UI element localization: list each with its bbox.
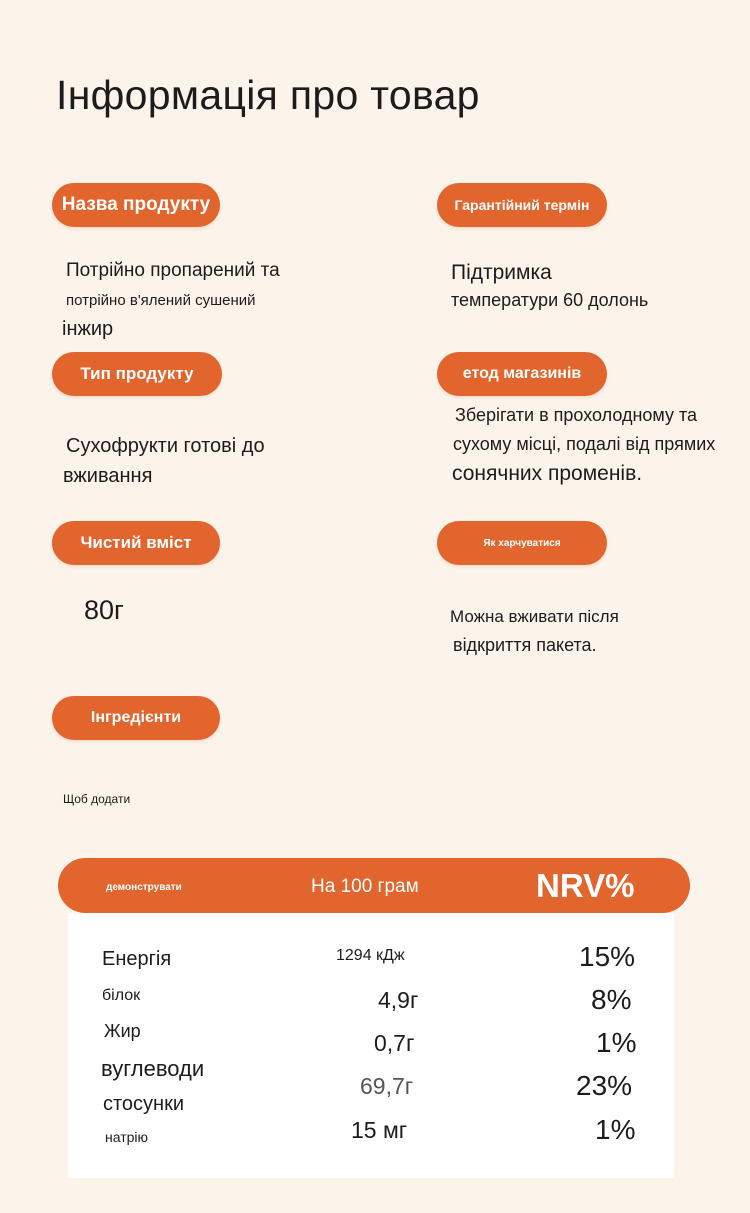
- nutrient-amount: 15 мг: [351, 1117, 408, 1143]
- product-name-line-1: Потрійно пропарений та: [66, 260, 280, 281]
- how-to-eat-line-1: Можна вживати після: [450, 607, 619, 626]
- how-to-eat-label: Як харчуватися: [437, 521, 607, 565]
- shelf-life-line-2: температури 60 долонь: [451, 290, 649, 310]
- nutrient-nrv: 1%: [595, 1114, 636, 1145]
- nutrient-name: натрію: [105, 1129, 149, 1145]
- page-title: Інформація про товар: [56, 72, 480, 118]
- nutrition-header-col1: демонструвати: [106, 882, 182, 893]
- nutrient-nrv: 23%: [576, 1070, 633, 1101]
- nutrition-table-header: [58, 858, 690, 913]
- nutrient-amount: 4,9г: [378, 987, 419, 1013]
- nutrient-amount: 1294 кДж: [336, 947, 405, 964]
- nutrient-amount: 0,7г: [374, 1030, 415, 1056]
- nutrient-name: Жир: [104, 1021, 141, 1041]
- how-to-eat-line-2: відкриття пакета.: [453, 635, 597, 655]
- product-type-label: Тип продукту: [52, 352, 222, 396]
- nutrient-name: вуглеводи: [101, 1056, 205, 1081]
- net-content-value: 80г: [84, 595, 124, 625]
- product-name-label: Назва продукту: [52, 183, 220, 227]
- shelf-life-line-1: Підтримка: [451, 261, 552, 284]
- nutrient-name: стосунки: [103, 1093, 185, 1115]
- net-content-label: Чистий вміст: [52, 521, 220, 565]
- nutrition-table-body: [68, 913, 674, 1178]
- nutrition-header-col2: На 100 грам: [311, 876, 419, 897]
- storage-method-line-1: Зберігати в прохолодному та: [455, 405, 698, 425]
- product-name-line-2: потрійно в'ялений сушений: [66, 292, 256, 309]
- storage-method-line-3: сонячних променів.: [452, 462, 643, 485]
- nutrient-nrv: 8%: [591, 984, 632, 1015]
- nutrient-nrv: 15%: [579, 941, 636, 972]
- nutrition-header-col3: NRV%: [536, 867, 635, 904]
- storage-method-line-2: сухому місці, подалі від прямих: [453, 434, 716, 454]
- product-type-line-2: вживання: [63, 465, 153, 487]
- shelf-life-label: Гарантійний термін: [437, 183, 607, 227]
- storage-method-label: етод магазинів: [437, 352, 607, 396]
- nutrient-amount: 69,7г: [360, 1073, 414, 1099]
- ingredients-label: Інгредієнти: [52, 696, 220, 740]
- product-name-line-3: інжир: [62, 318, 114, 340]
- nutrient-name: Енергія: [102, 948, 172, 970]
- ingredients-value: Щоб додати: [63, 792, 131, 806]
- nutrient-nrv: 1%: [596, 1027, 637, 1058]
- nutrient-name: білок: [102, 987, 141, 1004]
- product-type-line-1: Сухофрукти готові до: [66, 435, 265, 457]
